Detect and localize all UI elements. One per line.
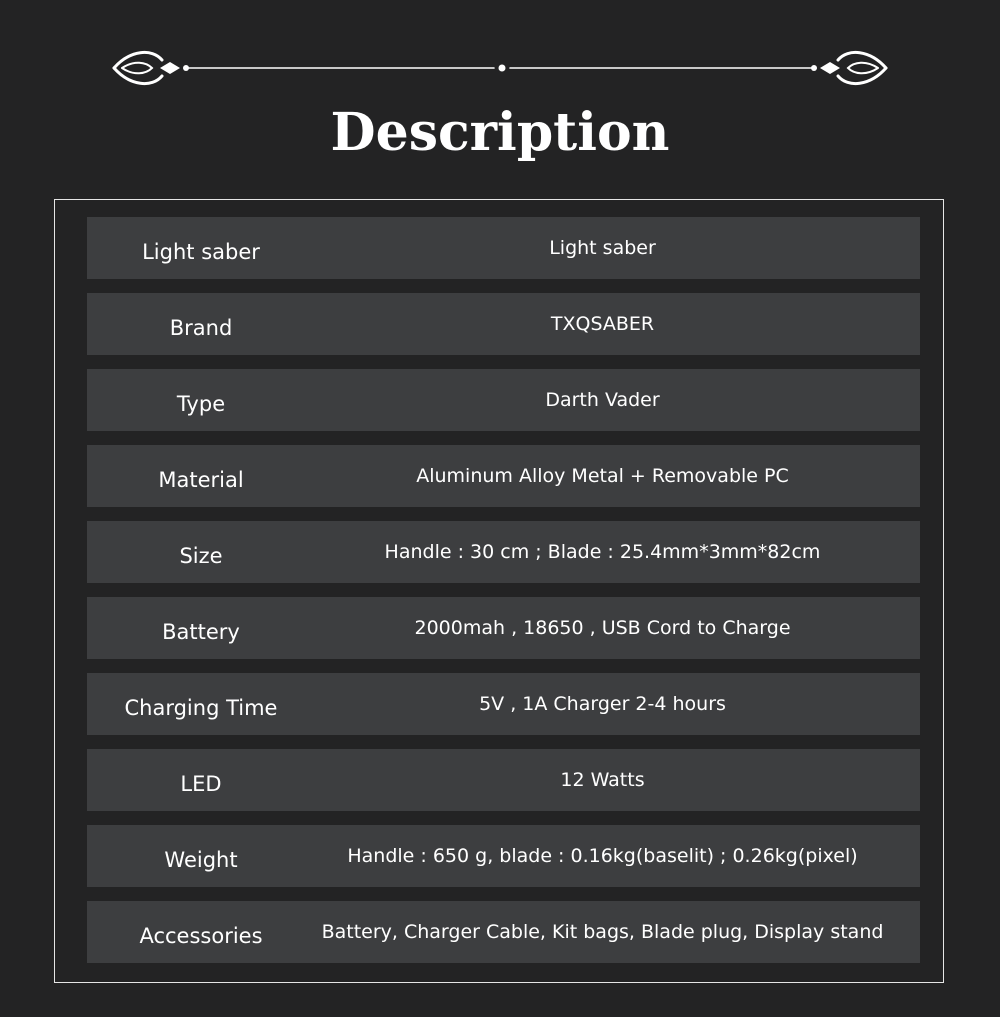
spec-label: Weight [164, 848, 238, 872]
spec-label: Material [158, 468, 244, 492]
spec-row-battery [87, 597, 920, 659]
spec-row-charging-time [87, 673, 920, 735]
decorative-divider-ornament [100, 40, 900, 96]
spec-row-size [87, 521, 920, 583]
spec-value: 2000mah , 18650 , USB Cord to Charge [414, 617, 791, 639]
spec-value: Handle : 30 cm ; Blade : 25.4mm*3mm*82cm [384, 541, 821, 563]
spec-row-accessories [87, 901, 920, 963]
spec-value: Light saber [549, 237, 656, 259]
spec-label: LED [180, 772, 222, 796]
spec-label: Brand [169, 316, 233, 340]
spec-value: Handle : 650 g, blade : 0.16kg(baselit) ; 0.26kg(pixel) [347, 845, 858, 867]
spec-row-light-saber [87, 217, 920, 279]
spec-label: Accessories [139, 924, 263, 948]
spec-label: Size [179, 544, 223, 568]
spec-value: 5V , 1A Charger 2-4 hours [479, 693, 726, 715]
spec-label: Battery [162, 620, 240, 644]
spec-label: Light saber [142, 240, 260, 264]
spec-value: TXQSABER [550, 313, 655, 335]
spec-table [87, 217, 920, 977]
spec-row-weight [87, 825, 920, 887]
spec-value: Aluminum Alloy Metal + Removable PC [416, 465, 789, 487]
spec-row-type [87, 369, 920, 431]
spec-label: Charging Time [124, 696, 278, 720]
spec-value: Darth Vader [545, 389, 660, 411]
page-title: Description [330, 102, 670, 163]
spec-row-brand [87, 293, 920, 355]
spec-label: Type [176, 392, 226, 416]
spec-value: 12 Watts [560, 769, 645, 791]
spec-row-material [87, 445, 920, 507]
spec-value: Battery, Charger Cable, Kit bags, Blade plug, Display stand [321, 921, 884, 943]
spec-row-led [87, 749, 920, 811]
